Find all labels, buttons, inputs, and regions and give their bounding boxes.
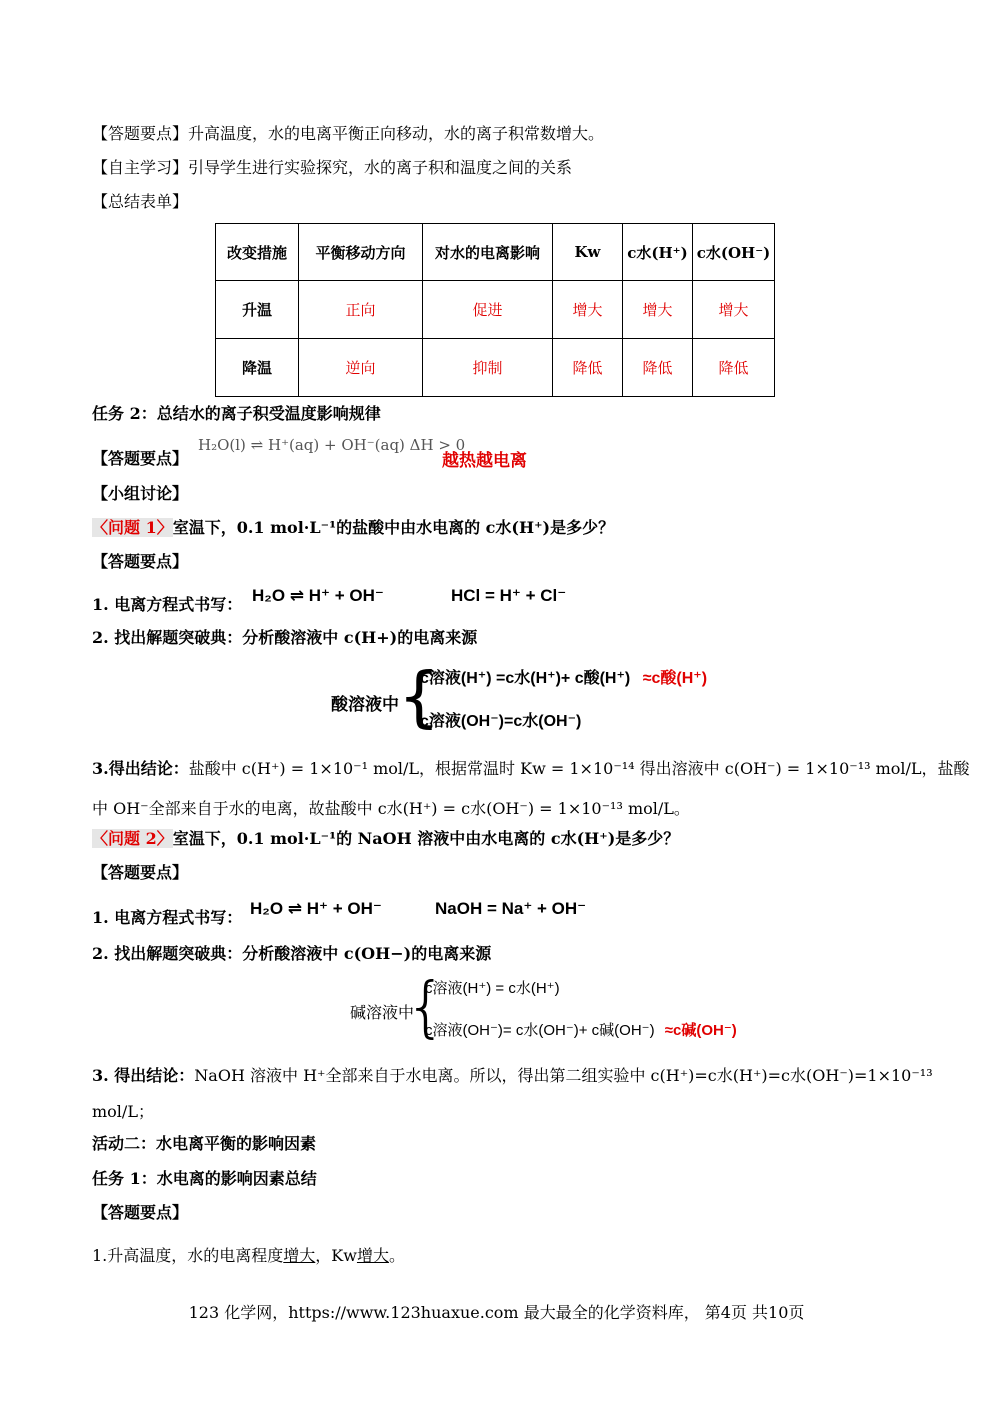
table-cell: 促进 <box>423 281 553 339</box>
question-1 <box>92 515 614 538</box>
self-study-text: 引导学生进行实验探究，水的离子积和温度之间的关系 <box>188 158 573 177</box>
page-footer: 123 化学网，https://www.123huaxue.com 最大最全的化学资料库， 第4页 共10页 <box>188 1303 805 1322</box>
table-header-cell: c水(OH⁻) <box>693 224 775 281</box>
table-cell: 增大 <box>693 281 775 339</box>
temp-effect-c: 。 <box>388 1246 405 1265</box>
hcl-ionization-eq: HCl = H⁺ + Cl⁻ <box>451 586 567 605</box>
acid-oh-line: c溶液(OH⁻)=c水(OH⁻) <box>420 713 582 730</box>
question-1-text: 室温下，0.1 mol·L⁻¹的盐酸中由水电离的 c水(H⁺)是多少？ <box>172 518 615 537</box>
step-2b-text: 2. 找出解题突破典：分析酸溶液中 c(OH−)的电离来源 <box>92 944 492 963</box>
table-cell: 降温 <box>216 339 299 397</box>
naoh-ionization-eq: NaOH = Na⁺ + OH⁻ <box>435 899 587 918</box>
step-3b-text-a: NaOH 溶液中 H⁺全部来自于水电离。所以，得出第二组实验中 c(H⁺)=c水(H⁺)=c水(OH⁻)=1×10⁻¹³ <box>194 1066 933 1085</box>
table-header-cell: 对水的电离影响 <box>423 224 553 281</box>
question-2-text: 室温下，0.1 mol·L⁻¹的 NaOH 溶液中由水电离的 c水(H⁺)是多少？ <box>172 829 680 848</box>
self-study-tag: 【自主学习】 <box>92 158 189 177</box>
left-brace-icon: { <box>405 968 447 1045</box>
step-3-line-2: 中 OH⁻全部来自于水的电离，故盐酸中 c水(H⁺) = c水(OH⁻) = 1×10⁻¹³ mol/L。 <box>92 799 690 818</box>
table-cell: 增大 <box>623 281 693 339</box>
task-1-heading: 任务 1：水电离的影响因素总结 <box>92 1169 317 1188</box>
table-header-cell: c水(H⁺) <box>623 224 693 281</box>
step-3b-label: 3. 得出结论： <box>92 1066 195 1085</box>
summary-table <box>215 223 775 397</box>
acid-h-formula: c溶液(H⁺) =c水(H⁺)+ c酸(H⁺) <box>420 670 631 687</box>
table-row <box>216 281 775 339</box>
question-2-tag: 〈问题 2〉 <box>92 829 173 848</box>
base-solution-label: 碱溶液中 <box>350 1005 415 1022</box>
table-row <box>216 339 775 397</box>
acid-h-line <box>420 665 707 688</box>
temp-effect-a: 1.升高温度，水的电离程度 <box>92 1246 284 1265</box>
activity-2-heading: 活动二：水电离平衡的影响因素 <box>92 1134 317 1153</box>
step-1-label: 1. 电离方程式书写： <box>92 595 243 614</box>
water-ionization-equation: H₂O(l) ⇌ H⁺(aq) + OH⁻(aq) ΔH > 0 <box>198 436 466 454</box>
summary-form-heading: 【总结表单】 <box>92 192 189 211</box>
table-cell: 升温 <box>216 281 299 339</box>
table-cell: 增大 <box>553 281 623 339</box>
answer-point-tag-5: 【答题要点】 <box>92 1203 189 1222</box>
question-2 <box>92 826 679 849</box>
table-header-cell: Kw <box>553 224 623 281</box>
table-cell: 正向 <box>299 281 423 339</box>
step-3-label: 3.得出结论： <box>92 759 189 778</box>
step-1b-label: 1. 电离方程式书写： <box>92 908 243 927</box>
answer-point-line-1 <box>92 121 604 144</box>
acid-h-approx: ≈c酸(H⁺) <box>642 670 708 687</box>
temp-effect-blank-1: 增大 <box>283 1246 316 1265</box>
step-3-line-1 <box>92 756 970 779</box>
table-cell: 降低 <box>623 339 693 397</box>
temperature-effect-line <box>92 1243 405 1266</box>
self-study-line <box>92 155 572 178</box>
hotter-more-ionized-note: 越热越电离 <box>442 451 527 470</box>
left-brace-icon: { <box>398 658 440 735</box>
temp-effect-blank-2: 增大 <box>356 1246 389 1265</box>
table-cell: 降低 <box>693 339 775 397</box>
answer-point-tag-3: 【答题要点】 <box>92 552 189 571</box>
step-3b-line-1 <box>92 1063 933 1086</box>
answer-point-tag: 【答题要点】 <box>92 124 189 143</box>
task-2-heading: 任务 2：总结水的离子积受温度影响规律 <box>92 404 381 423</box>
acid-solution-label: 酸溶液中 <box>331 695 399 714</box>
step-2-text: 2. 找出解题突破典：分析酸溶液中 c(H+)的电离来源 <box>92 628 478 647</box>
table-header-cell: 平衡移动方向 <box>299 224 423 281</box>
temp-effect-b: ，Kw <box>315 1246 357 1265</box>
water-ionization-eq-2: H₂O ⇌ H⁺ + OH⁻ <box>250 899 382 918</box>
table-header-cell: 改变措施 <box>216 224 299 281</box>
answer-point-tag-2: 【答题要点】 <box>92 449 189 468</box>
question-1-tag: 〈问题 1〉 <box>92 518 173 537</box>
base-oh-approx: ≈c碱(OH⁻) <box>664 1022 737 1039</box>
water-ionization-eq: H₂O ⇌ H⁺ + OH⁻ <box>252 586 384 605</box>
table-cell: 抑制 <box>423 339 553 397</box>
table-cell: 逆向 <box>299 339 423 397</box>
table-header-row <box>216 224 775 281</box>
step-3-text-a: 盐酸中 c(H⁺) = 1×10⁻¹ mol/L，根据常温时 Kw = 1×10⁻¹⁴ 得出溶液中 c(OH⁻) = 1×10⁻¹³ mol/L，盐酸 <box>188 759 970 778</box>
table-cell: 降低 <box>553 339 623 397</box>
step-3b-line-2: mol/L； <box>92 1102 154 1121</box>
answer-point-text: 升高温度，水的电离平衡正向移动，水的离子积常数增大。 <box>188 124 605 143</box>
base-h-line: c溶液(H⁺) = c水(H⁺) <box>425 980 560 997</box>
answer-point-tag-4: 【答题要点】 <box>92 863 189 882</box>
base-oh-formula: c溶液(OH⁻)= c水(OH⁻)+ c碱(OH⁻) <box>425 1022 655 1039</box>
base-oh-line <box>425 1019 737 1040</box>
group-discussion-heading: 【小组讨论】 <box>92 484 189 503</box>
